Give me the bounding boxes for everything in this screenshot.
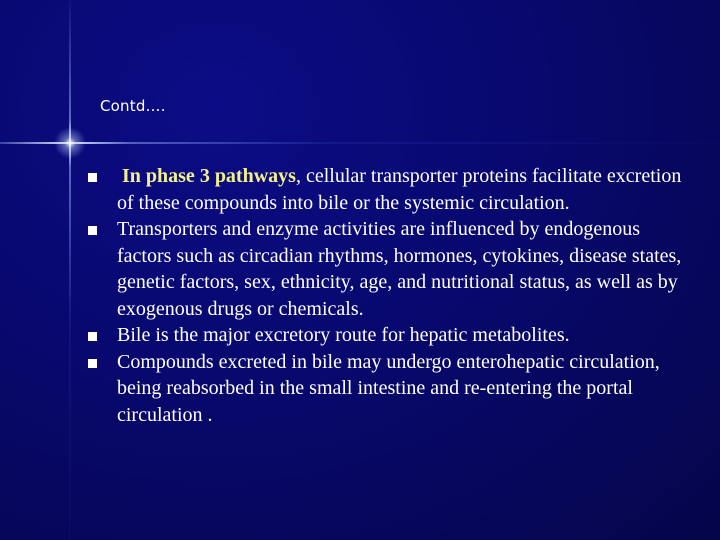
bullet-item: [86, 216, 686, 322]
bullet-highlight: In phase 3 pathways: [122, 165, 296, 187]
square-bullet-icon: [88, 332, 97, 341]
bullet-list: [86, 163, 686, 428]
bullet-text: Compounds excreted in bile may undergo enterohepatic circulation, being reabsorbed in the small intestine and re-entering the portal circulation .: [117, 350, 660, 426]
decorative-star-icon: [54, 127, 86, 159]
square-bullet-icon: [88, 359, 97, 368]
bullet-text: , cellular transporter proteins facilitate excretion of these compounds into bile or the systemic circulation.: [117, 165, 682, 214]
square-bullet-icon: [88, 226, 97, 235]
bullet-item: [86, 322, 686, 349]
decorative-star-vertical-ray: [69, 0, 71, 540]
bullet-item: [86, 349, 686, 429]
bullet-text: Bile is the major excretory route for hepatic metabolites.: [117, 324, 570, 346]
slide-title: Contd….: [100, 97, 166, 115]
bullet-text: Transporters and enzyme activities are influenced by endogenous factors such as circadian rhythms, hormones, cytokines, disease states, genetic factors, sex, ethnicity, age, and nutritional status, as well as by exogenous drugs or chemicals.: [117, 218, 682, 320]
decorative-star-horizontal-ray: [0, 142, 720, 144]
square-bullet-icon: [88, 173, 97, 182]
bullet-item: [86, 163, 686, 216]
